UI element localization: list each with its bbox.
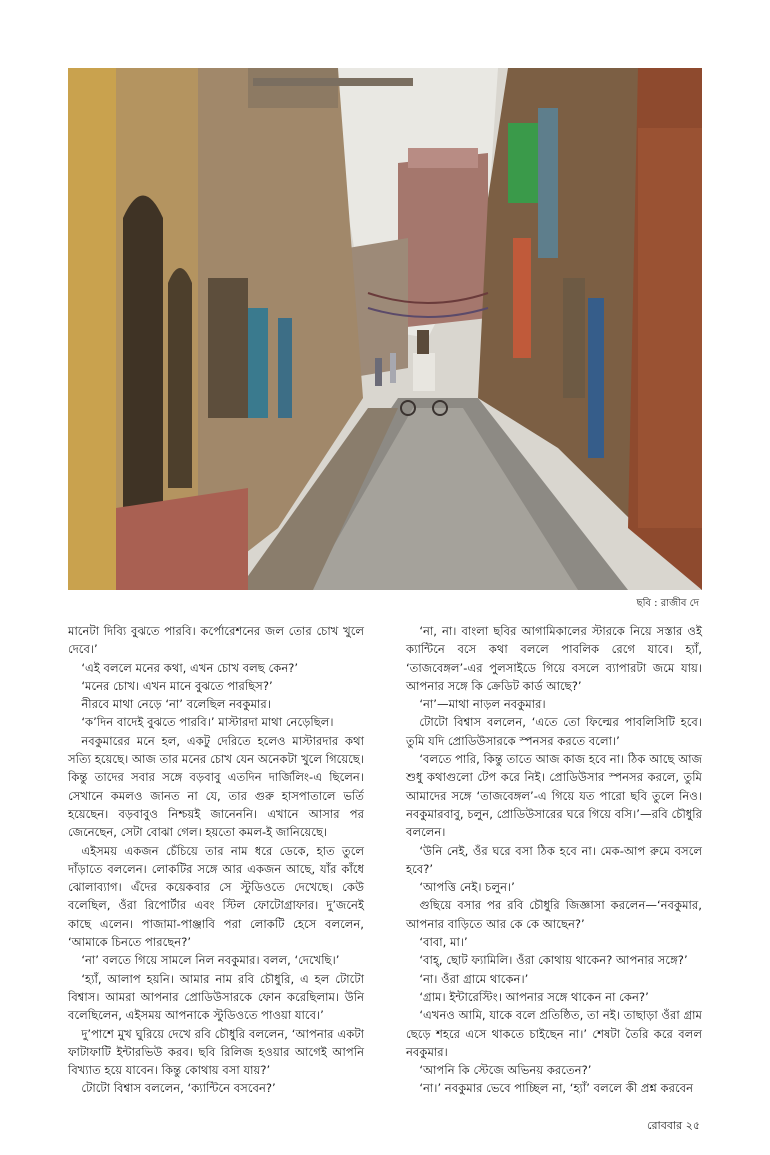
article-right-column — [406, 622, 702, 1098]
paragraph: ‘বলতে পারি, কিন্তু তাতে আজ কাজ হবে না। ঠিক আছে আজ শুধু কথাগুলো টেপ করে নিই। প্রোডিউসার স্পনসর করলে, তুমি আমাদের সঙ্গে ‘তাজবেঙ্গল’-এ গিয়ে যত পারো ছবি তুলে নিও। নবকুমারবাবু, চলুন, প্রোডিউসারের ঘরে গিয়ে বসি।’—রবি চৌধুরি বললেন। — [406, 752, 702, 840]
paragraph: ‘বাহ্‌, ছোট ফ্যামিলি। ওঁরা কোথায় থাকেন? আপনার সঙ্গে?’ — [419, 953, 688, 968]
paragraph: ‘না। ওঁরা গ্রামে থাকেন।’ — [419, 971, 529, 986]
paragraph: ‘না’—মাথা নাড়ল নবকুমার। — [419, 697, 546, 712]
paragraph: ‘গ্রাম। ইন্টারেস্টিং। আপনার সঙ্গে থাকেন না কেন?’ — [419, 989, 649, 1004]
paragraph: ‘এখনও আমি, যাকে বলে প্রতিষ্ঠিত, তা নই। তাছাড়া ওঁরা গ্রাম ছেড়ে শহরে এসে থাকতে চাইছেন না।’ শেষটা তৈরি করে বলল নবকুমার। — [406, 1008, 702, 1059]
paragraph: গুছিয়ে বসার পর রবি চৌধুরি জিজ্ঞাসা করলেন—‘নবকুমার, আপনার বাড়িতে আর কে কে আছেন?’ — [406, 898, 702, 931]
paragraph: ‘হ্যাঁ, আলাপ হয়নি। আমার নাম রবি চৌধুরি, এ হল টোটো বিশ্বাস। আমরা আপনার প্রোডিউসারকে ফোন করেছিলাম। উনি বলেছিলেন, এইসময় আপনাকে স্টুডিওতে পাওয়া যাবে।’ — [68, 971, 364, 1023]
paragraph: ‘মনের চোখ। এখন মানে বুঝতে পারছিস?’ — [81, 678, 273, 693]
paragraph: ‘বাবা, মা।’ — [419, 935, 468, 950]
paragraph: মানেটা দিব্যি বুঝতে পারবি। কর্পোরেশনের জল তোর চোখ খুলে দেবে।’ — [68, 624, 364, 657]
paragraph: ‘না, না। বাংলা ছবির আগামিকালের স্টারকে নিয়ে সস্তার ওই ক্যান্টিনে বসে কথা বললে পাবলিক রেগে যাবে। হ্যাঁ, ‘তাজবেঙ্গল’-এর পুলসাইডে গিয়ে বসলে ব্যাপারটা জমে যায়। আপনার সঙ্গে কি ক্রেডিট কার্ড আছে?’ — [406, 624, 702, 693]
paragraph: ‘এই বললে মনের কথা, এখন চোখ বলছ কেন?’ — [81, 660, 299, 675]
paragraph: ‘আপনি কি স্টেজে অভিনয় করতেন?’ — [419, 1063, 592, 1078]
paragraph: নীরবে মাথা নেড়ে ‘না’ বলেছিল নবকুমার। — [81, 697, 271, 712]
paragraph: নবকুমারের মনে হল, একটু দেরিতে হলেও মাস্টারদার কথা সত্যি হয়েছে। আজ তার মনের চোখ যেন অনেকটা খুলে গিয়েছে। কিন্তু তাদের সবার সঙ্গে বড়বাবু এতদিন দার্জিলিং-এ ছিলেন। সেখানে কমলও জানত না যে, তার গুরু হাসপাতালে ভর্তি হয়েছেন। বড়বাবুও নিশ্চয়ই জানেননি। এখানে আসার পর জেনেছেন, সেটা বোঝা গেল। হয়তো কমল-ই জানিয়েছে। — [68, 733, 364, 840]
paragraph: ‘ক’দিন বাদেই বুঝতে পারবি।’ মাস্টারদা মাথা নেড়েছিল। — [81, 715, 334, 730]
paragraph: টোটো বিশ্বাস বললেন, ‘এতে তো ফিল্মের পাবলিসিটি হবে। তুমি যদি প্রোডিউসারকে স্পনসর করতে বলো।’ — [406, 715, 702, 748]
paragraph: ‘আপত্তি নেই। চলুন।’ — [419, 880, 515, 895]
photo-credit: ছবি : রাজীব দে — [636, 598, 699, 609]
paragraph: এইসময় একজন চেঁচিয়ে তার নাম ধরে ডেকে, হাত তুলে দাঁড়াতে বললেন। লোকটির সঙ্গে আর একজন আছে, যাঁর কাঁধে ঝোলাব্যাগ। এঁদের কয়েকবার সে স্টুডিওতে দেখেছে। কেউ বলেছিল, ওঁরা রিপোর্টার এবং স্টিল ফোটোগ্রাফার। দু’জনেই কাছে এলেন। পাজামা-পাঞ্জাবি পরা লোকটি হেসে বললেন, ‘আমাকে চিনতে পারছেন?’ — [68, 843, 364, 950]
paragraph: ‘না।’ নবকুমার ভেবে পাচ্ছিল না, ‘হ্যাঁ’ বললে কী প্রশ্ন করবেন — [419, 1081, 694, 1096]
street-photo — [68, 68, 702, 590]
paragraph: দু’পাশে মুখ ঘুরিয়ে দেখে রবি চৌধুরি বললেন, ‘আপনার একটা ফাটাফাটি ইন্টারভিউ করব। ছবি রিলিজ হওয়ার আগেই আপনি বিখ্যাত হয়ে যাবেন। কিন্তু কোথায় বসা যায়?’ — [68, 1026, 364, 1078]
paragraph: ‘না’ বলতে গিয়ে সামলে নিল নবকুমার। বলল, ‘দেখেছি।’ — [81, 953, 340, 968]
paragraph: টোটো বিশ্বাস বললেন, ‘ক্যান্টিনে বসবেন?’ — [81, 1081, 276, 1096]
page-folio: রোববার ২৫ — [647, 1119, 700, 1132]
paragraph: ‘উনি নেই, ওঁর ঘরে বসা ঠিক হবে না। মেক-আপ রুমে বসলে হবে?’ — [406, 843, 702, 876]
article-left-column — [68, 622, 364, 1098]
